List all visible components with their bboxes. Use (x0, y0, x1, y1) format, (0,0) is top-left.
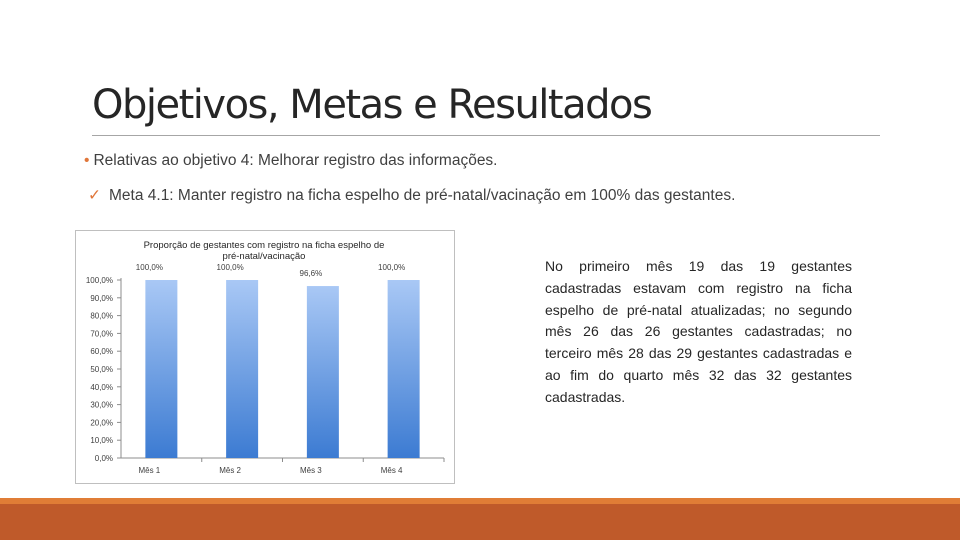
y-tick-label: 50,0% (90, 365, 113, 374)
y-tick-label: 60,0% (90, 347, 113, 357)
x-tick-label: Mês 2 (219, 466, 242, 475)
y-tick-label: 10,0% (90, 436, 113, 446)
x-tick-label: Mês 1 (138, 466, 161, 475)
slide-title: Objetivos, Metas e Resultados (92, 82, 652, 128)
x-tick-label: Mês 4 (380, 466, 403, 475)
data-label: 100,0% (378, 263, 406, 272)
chart-title-line: pré-natal/vacinação (222, 251, 306, 262)
data-label: 100,0% (216, 263, 244, 272)
bar (145, 280, 177, 458)
goal-item (88, 186, 735, 205)
y-tick-label: 100,0% (85, 276, 113, 285)
y-tick-label: 80,0% (90, 311, 113, 321)
x-tick-label: Mês 3 (299, 466, 322, 475)
objective-bullet (84, 152, 498, 170)
y-tick-label: 30,0% (90, 400, 113, 410)
chart-title-line: Proporção de gestantes com registro na ficha espelho de (143, 240, 385, 251)
results-description: No primeiro mês 19 das 19 gestantes cadastradas estavam com registro na ficha espelho de pré-natal atualizadas; no segundo mês 26 das 26 gestantes cadastradas; no terceiro mês 28 das 29 gestantes cadastradas e ao fim do quarto mês 32 das 32 gestantes cadastradas. (545, 258, 852, 405)
data-label: 96,6% (299, 269, 323, 279)
objective-text: Relativas ao objetivo 4: Melhorar registro das informações. (93, 152, 498, 169)
footer-accent-strip (0, 498, 960, 504)
footer-bar (0, 498, 960, 540)
y-tick-label: 70,0% (90, 329, 113, 339)
y-tick-label: 20,0% (90, 418, 113, 428)
y-tick-label: 0,0% (94, 454, 113, 463)
title-divider (92, 135, 880, 136)
bar-chart (75, 230, 455, 484)
bar (388, 280, 420, 458)
bar-chart-svg (76, 231, 454, 483)
bullet-dot-icon: • (84, 152, 90, 169)
bar (307, 286, 339, 458)
data-label: 100,0% (135, 263, 163, 272)
checkmark-icon: ✓ (88, 186, 101, 204)
goal-text: Meta 4.1: Manter registro na ficha espelho de pré-natal/vacinação em 100% das gestantes. (109, 187, 736, 204)
y-tick-label: 90,0% (90, 293, 113, 303)
bar (226, 280, 258, 458)
y-tick-label: 40,0% (90, 382, 113, 392)
